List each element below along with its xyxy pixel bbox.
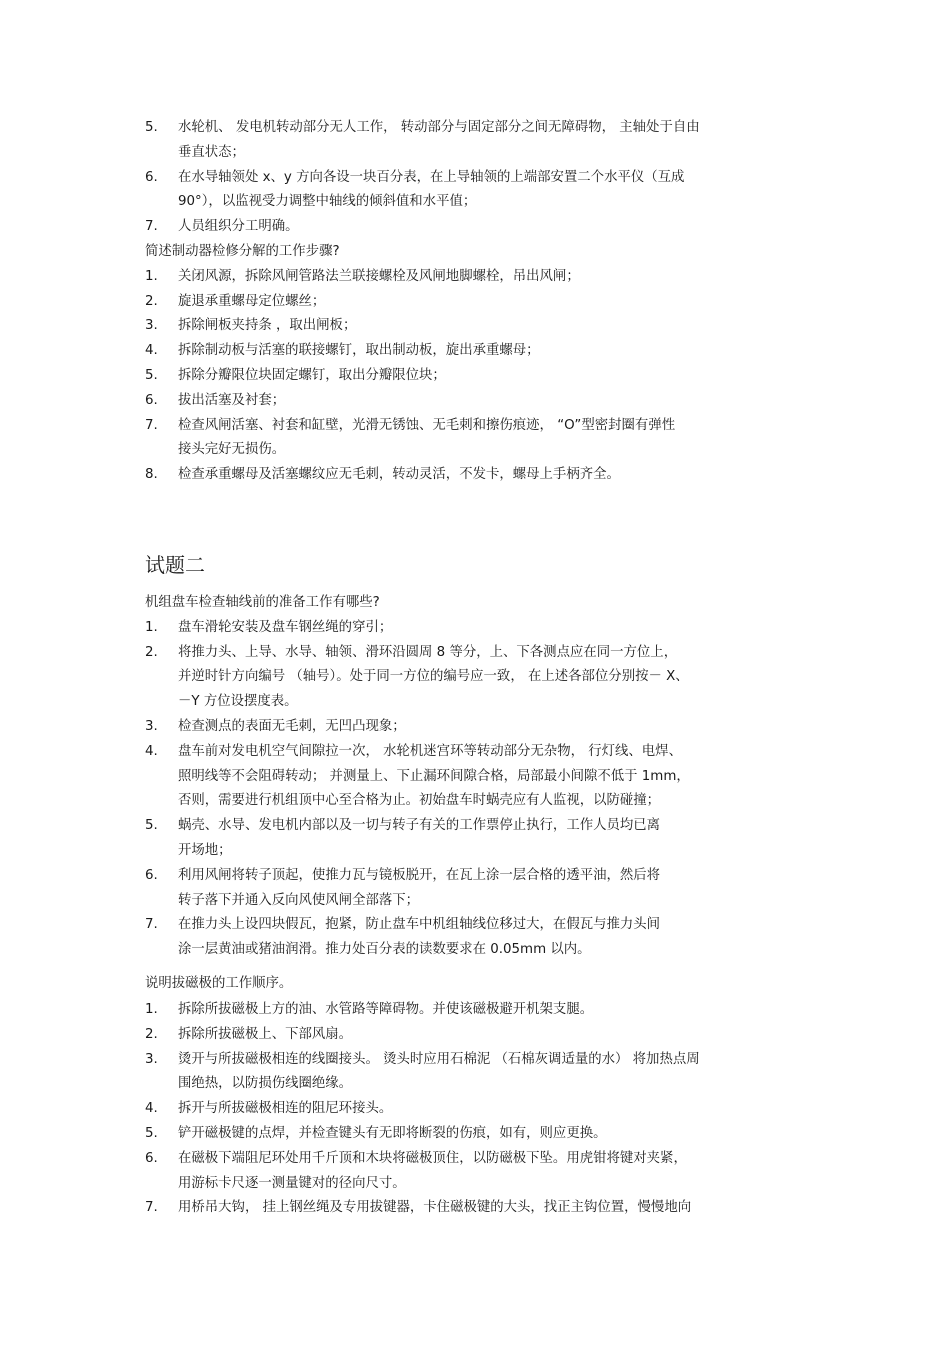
question-title: 简述制动器检修分解的工作步骤?	[145, 244, 340, 259]
list-item-text: 在水导轴领处 x、y 方向各设一块百分表，在上导轴领的上端部安置二个水平仪（互成	[178, 169, 685, 185]
list-item-line	[145, 265, 805, 290]
question-title: 说明拔磁极的工作顺序。	[145, 976, 293, 991]
list-item-line	[145, 1023, 805, 1048]
list-item-text: 接头完好无损伤。	[178, 442, 286, 458]
list-item-number: 1.	[145, 619, 158, 635]
list-item-line	[145, 364, 805, 389]
list-item-line	[145, 814, 805, 839]
question-pole-removal	[145, 970, 805, 1221]
list-item-text: 开场地；	[178, 842, 232, 858]
list-item-line	[145, 740, 805, 765]
list-item-number: 5.	[145, 367, 158, 383]
question-brake-maintenance	[145, 240, 805, 488]
list-item-number: 2.	[145, 644, 158, 660]
list-item-line	[145, 839, 805, 864]
list-item-line	[145, 116, 805, 141]
list-item-line	[145, 215, 805, 240]
list-item-text: 拔出活塞及衬套；	[178, 392, 286, 408]
list-item-text: 照明线等不会阻碍转动； 并测量上、下止漏环间隙合格，局部最小间隙不低于 1mm，	[178, 768, 690, 784]
list-item-line	[145, 141, 805, 166]
list-item-line	[145, 998, 805, 1023]
list-continuation	[145, 116, 805, 240]
list-item-line	[145, 314, 805, 339]
list-item-text: 检查承重螺母及活塞螺纹应无毛刺，转动灵活，不发卡，螺母上手柄齐全。	[178, 467, 620, 483]
list-item-number: 7.	[145, 417, 158, 433]
list-item-text: －Y 方位设摆度表。	[178, 694, 298, 710]
list-item-line	[145, 166, 805, 191]
list-item-number: 3.	[145, 718, 158, 734]
list-item-text: 用游标卡尺逐一测量键对的径向尺寸。	[178, 1175, 406, 1191]
list-item-text: 盘车前对发电机空气间隙拉一次， 水轮机迷宫环等转动部分无杂物， 行灯线、电焊、	[178, 743, 682, 759]
list-item-line	[145, 1147, 805, 1172]
list-item-text: 拆除分瓣限位块固定螺钉，取出分瓣限位块；	[178, 367, 446, 383]
list-item-text: 铲开磁极键的点焊，并检查键头有无即将断裂的伤痕，如有，则应更换。	[178, 1125, 607, 1141]
list-item-number: 6.	[145, 169, 158, 185]
list-item-text: 并逆时针方向编号 （轴号）。处于同一方位的编号应一致， 在上述各部位分别按－ X、	[178, 669, 689, 685]
list-item-number: 1.	[145, 268, 158, 284]
list-item-line	[145, 190, 805, 215]
list-item-text: 蜗壳、水导、发电机内部以及一切与转子有关的工作票停止执行，工作人员均已离	[178, 818, 661, 834]
list-item-text: 检查测点的表面无毛刺，无凹凸现象；	[178, 718, 406, 734]
list-item-number: 1.	[145, 1002, 158, 1017]
list-item-text: 将推力头、上导、水导、轴领、滑环沿圆周 8 等分，上、下各测点应在同一方位上，	[178, 644, 678, 660]
list-item-number: 7.	[145, 219, 158, 235]
list-item-text: 否则，需要进行机组顶中心至合格为止。初始盘车时蜗壳应有人监视，以防碰撞；	[178, 793, 661, 809]
list-item-number: 6.	[145, 1150, 158, 1166]
list-item-text: 人员组织分工明确。	[178, 219, 299, 235]
list-item-line	[145, 665, 805, 690]
list-item-line	[145, 765, 805, 790]
list-item-number: 5.	[145, 818, 158, 834]
list-item-line	[145, 389, 805, 414]
list-item-text: 拆开与所拔磁极相连的阻尼环接头。	[178, 1101, 393, 1117]
list-item-text: 拆除所拔磁极上、下部风扇。	[178, 1026, 353, 1042]
list-item-line	[145, 938, 805, 963]
list-item-text: 90°），以监视受力调整中轴线的倾斜值和水平值；	[178, 194, 477, 210]
list-item-text: 拆除制动板与活塞的联接螺钉，取出制动板，旋出承重螺母；	[178, 343, 540, 359]
list-item-line	[145, 438, 805, 463]
list-item-line	[145, 1172, 805, 1197]
list-item-number: 3.	[145, 318, 158, 334]
list-item-line	[145, 1196, 805, 1221]
list-item-text: 盘车滑轮安装及盘车钢丝绳的穿引；	[178, 619, 393, 635]
list-item-text: 用桥吊大钩， 挂上钢丝绳及专用拔键器，卡住磁极键的大头，找正主钩位置，慢慢地向	[178, 1200, 692, 1216]
list-item-text: 围绝热，以防损伤线圈绝缘。	[178, 1076, 353, 1092]
list-item-text: 利用风闸将转子顶起，使推力瓦与镜板脱开，在瓦上涂一层合格的透平油，然后将	[178, 867, 661, 883]
list-item-number: 5.	[145, 1125, 158, 1141]
question-shaft-check-prep	[145, 591, 805, 963]
list-item-line	[145, 1122, 805, 1147]
list-item-line	[145, 913, 805, 938]
list-item-number: 4.	[145, 743, 158, 759]
list-item-text: 烫开与所拔磁极相连的线圈接头。 烫头时应用石棉泥 （石棉灰调适量的水） 将加热点周	[178, 1051, 700, 1067]
list-item-text: 检查风闸活塞、衬套和缸壁，光滑无锈蚀、无毛刺和擦伤痕迹， “O”型密封圈有弹性	[178, 417, 676, 433]
list-item-line	[145, 864, 805, 889]
list-item-text: 涂一层黄油或猪油润滑。推力处百分表的读数要求在 0.05mm 以内。	[178, 942, 591, 958]
list-item-line	[145, 1072, 805, 1097]
list-item-line	[145, 616, 805, 641]
list-item-text: 在推力头上设四块假瓦，抱紧，防止盘车中机组轴线位移过大，在假瓦与推力头间	[178, 917, 661, 933]
list-item-line	[145, 290, 805, 315]
list-item-number: 2.	[145, 1026, 158, 1042]
list-item-number: 6.	[145, 867, 158, 883]
list-item-number: 6.	[145, 392, 158, 408]
list-item-text: 转子落下并通入反向风使风闸全部落下；	[178, 892, 420, 908]
section-heading: 试题二	[145, 553, 205, 577]
list-item-text: 拆除所拔磁极上方的油、水管路等障碍物。并使该磁极避开机架支腿。	[178, 1002, 594, 1017]
list-item-line	[145, 1048, 805, 1073]
list-item-text: 在磁极下端阻尼环处用千斤顶和木块将磁极顶住，以防磁极下坠。用虎钳将键对夹紧，	[178, 1150, 687, 1166]
list-item-line	[145, 414, 805, 439]
list-item-line	[145, 715, 805, 740]
list-item-text: 水轮机、 发电机转动部分无人工作， 转动部分与固定部分之间无障碍物， 主轴处于自由	[178, 120, 700, 135]
list-item-text: 旋退承重螺母定位螺丝；	[178, 293, 326, 309]
question-title: 机组盘车检查轴线前的准备工作有哪些?	[145, 595, 380, 610]
list-item-line	[145, 463, 805, 488]
list-item-number: 7.	[145, 917, 158, 933]
list-item-number: 7.	[145, 1200, 158, 1216]
list-item-line	[145, 1097, 805, 1122]
list-item-number: 4.	[145, 343, 158, 359]
list-item-text: 垂直状态；	[178, 144, 245, 160]
list-item-line	[145, 889, 805, 914]
list-item-number: 3.	[145, 1051, 158, 1067]
list-item-text: 拆除闸板夹持条 ，取出闸板；	[178, 318, 357, 334]
list-item-number: 8.	[145, 467, 158, 483]
list-item-line	[145, 339, 805, 364]
list-item-line	[145, 789, 805, 814]
list-item-number: 4.	[145, 1101, 158, 1117]
list-item-text: 关闭风源，拆除风闸管路法兰联接螺栓及风闸地脚螺栓，吊出风闸；	[178, 268, 580, 284]
list-item-line	[145, 690, 805, 715]
list-item-line	[145, 641, 805, 666]
list-item-number: 5.	[145, 120, 158, 135]
list-item-number: 2.	[145, 293, 158, 309]
